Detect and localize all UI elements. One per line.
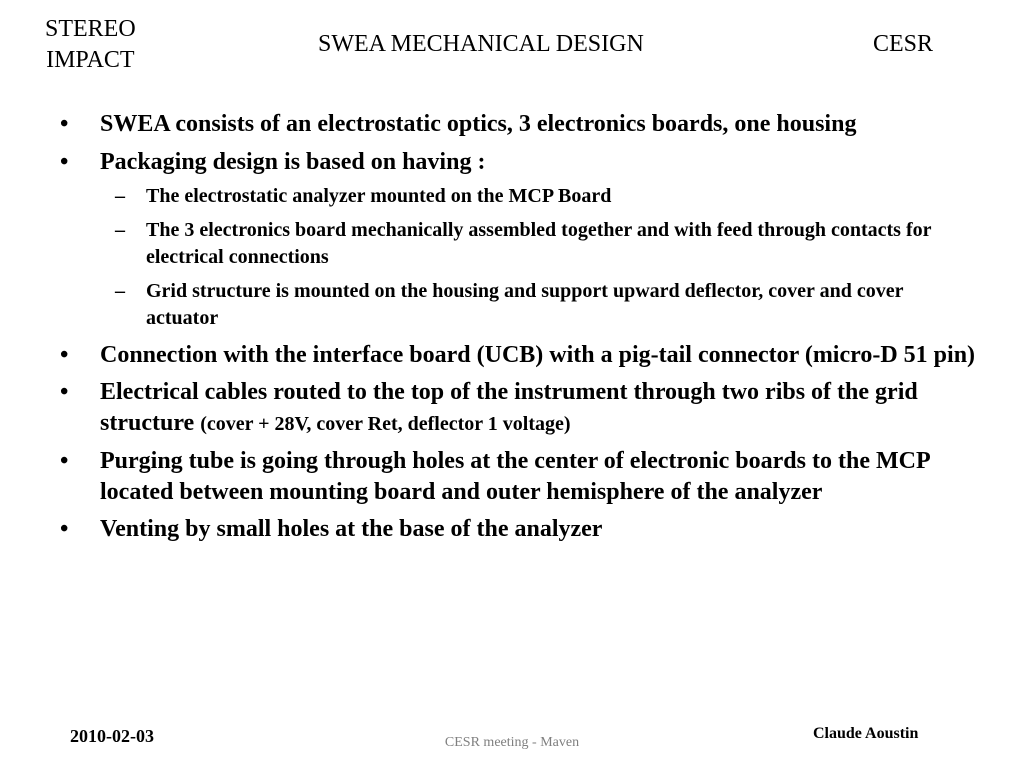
bullet-marker: • — [60, 111, 69, 137]
bullet-marker: • — [60, 516, 69, 542]
slide-title: SWEA MECHANICAL DESIGN — [318, 31, 644, 57]
header-left-line2: IMPACT — [46, 47, 135, 73]
sub-bullet-item — [0, 183, 1024, 210]
bullet-marker: • — [60, 379, 69, 405]
bullet-text: Electrical cables routed to the top of the instrument through two ribs of the grid structure — [100, 379, 918, 436]
bullet-item — [0, 340, 1024, 371]
bullet-marker: • — [60, 448, 69, 474]
slide-body — [0, 105, 1024, 545]
sub-bullet-item — [0, 217, 1024, 271]
sub-bullet-text: The 3 electronics board mechanically assembled together and with feed through contacts for electrical connections — [146, 219, 932, 268]
sub-bullet-marker: – — [115, 185, 125, 207]
footer-author: Claude Aoustin — [813, 725, 919, 742]
sub-bullet-marker: – — [115, 280, 125, 302]
sub-bullet-item — [0, 278, 1024, 332]
bullet-item — [0, 514, 1024, 545]
header-right: CESR — [873, 31, 934, 57]
bullet-item — [0, 446, 1024, 508]
bullet-text: Connection with the interface board (UCB) with a pig-tail connector (micro-D 51 pin) — [100, 342, 976, 368]
bullet-note: (cover + 28V, cover Ret, deflector 1 voltage) — [200, 413, 571, 435]
bullet-marker: • — [60, 342, 69, 368]
bullet-item — [0, 105, 1024, 143]
footer-center: CESR meeting - Maven — [444, 735, 580, 750]
bullet-text: Purging tube is going through holes at the center of electronic boards to the MCP located between mounting board and outer hemisphere of the analyzer — [100, 448, 930, 505]
footer-date: 2010-02-03 — [70, 726, 154, 746]
bullet-item — [0, 147, 1024, 178]
bullet-marker: • — [60, 149, 69, 175]
sub-bullet-text: The electrostatic analyzer mounted on the MCP Board — [146, 185, 612, 207]
sub-bullet-text: Grid structure is mounted on the housing and support upward deflector, cover and cover actuator — [146, 280, 904, 329]
bullet-text: SWEA consists of an electrostatic optics, 3 electronics boards, one housing — [100, 111, 857, 137]
bullet-item — [0, 377, 1024, 440]
bullet-text: Packaging design is based on having : — [100, 149, 486, 175]
header-left-line1: STEREO — [45, 16, 136, 42]
sub-bullet-marker: – — [115, 219, 125, 241]
bullet-text: Venting by small holes at the base of the analyzer — [100, 516, 603, 542]
header-left — [45, 14, 136, 76]
